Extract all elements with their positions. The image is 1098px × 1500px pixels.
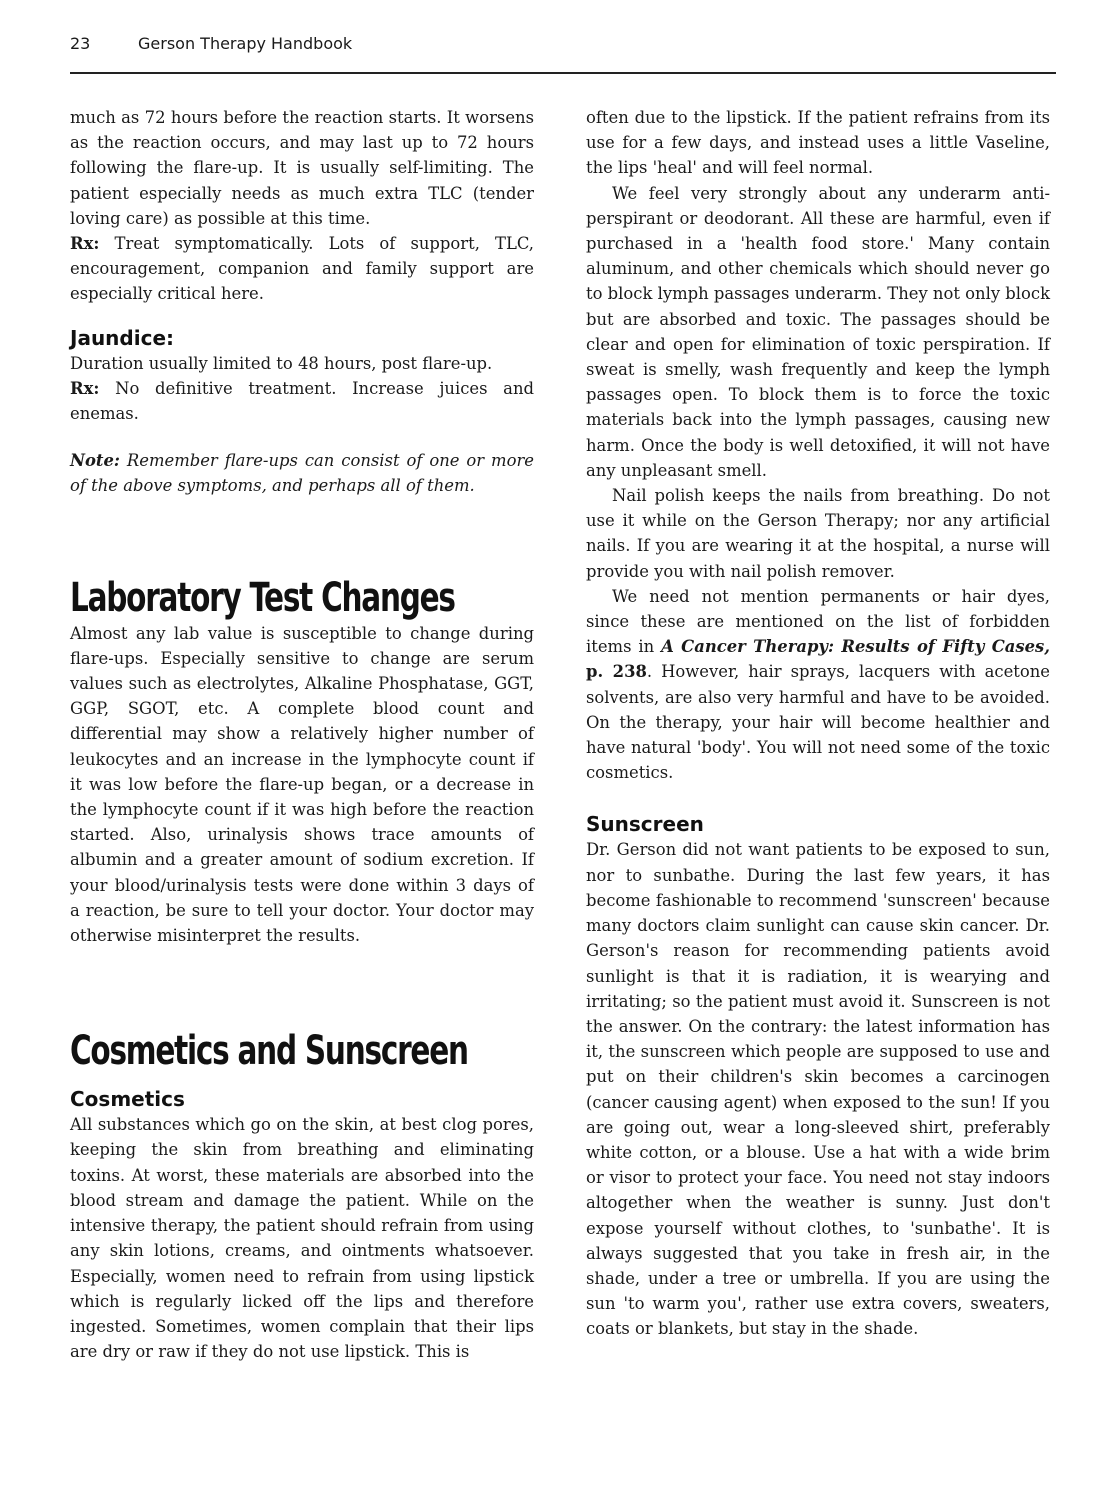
jaundice-heading: Jaundice: — [70, 325, 175, 350]
page-reference: p. 238 — [586, 662, 647, 682]
paragraph — [586, 584, 1050, 786]
paragraph: often due to the lipstick. If the patient refrains from its use for a few days, and instead uses a little Vaseline, the lips 'heal' and will feel normal. — [586, 108, 1050, 178]
note-text: Remember flare-ups can consist of one or more of the above symptoms, and perhaps all of them. — [70, 451, 534, 496]
book-title: A Cancer Therapy: Results of Fifty Cases, — [661, 637, 1050, 657]
paragraph: Nail polish keeps the nails from breathing. Do not use it while on the Gerson Therapy; nor any artificial nails. If you are wearing it at the hospital, a nurse will provide you with nail polish remover. — [586, 486, 1050, 581]
paragraph: Duration usually limited to 48 hours, post flare-up. — [70, 353, 493, 373]
left-column — [70, 105, 534, 1364]
note-paragraph — [70, 448, 534, 498]
text-span: . However, hair sprays, lacquers with acetone solvents, are also very harmful and have to be avoided. On the therapy, your hair will become healthier and have natural 'body'. You will not need some of the toxic cosmetics. — [586, 662, 1050, 783]
page-header — [70, 34, 1056, 74]
paragraph: We feel very strongly about any underarm anti-perspirant or deodorant. All these are harmful, even if purchased in a 'health food store.' Many contain aluminum, and other chemicals which should never go to block lymph passages underarm. They not only block but are absorbed and toxic. The passages should be clear and open for elimination of toxic perspiration. If sweat is smelly, wash frequently and keep the lymph passages open. To block them is to force the toxic materials back into the lymph passages, causing new harm. Once the body is well detoxified, it will not have any unpleasant smell. — [586, 183, 1051, 480]
text-span: We need not mention permanents or hair dyes, since these are mentioned on the list of forbidden items in — [586, 586, 1050, 657]
page-number: 23 — [70, 34, 91, 53]
rx-label: Rx: — [70, 234, 100, 254]
rx-paragraph — [70, 231, 534, 307]
cosmetics-sunscreen-heading: Cosmetics and Sunscreen — [70, 1028, 468, 1075]
cosmetics-subheading: Cosmetics — [70, 1087, 185, 1112]
laboratory-heading: Laboratory Test Changes — [70, 574, 455, 621]
sunscreen-subheading: Sunscreen — [586, 812, 704, 837]
rx-label: Rx: — [70, 378, 100, 398]
rx-text: Treat symptomatically. Lots of support, TLC, encouragement, companion and family support are especially critical here. — [70, 234, 534, 304]
paragraph: Dr. Gerson did not want patients to be exposed to sun, nor to sunbathe. During the last few years, it has become fashionable to recommend 'sunscreen' because many doctors claim sunlight can cause skin cancer. Dr. Gerson's reason for recommending patients avoid sunlight is that it is radiation, it is wearying and irritating; so the patient must avoid it. Sunscreen is not the answer. On the contrary: the latest information has it, the sunscreen which people are supposed to use and put on their children's skin becomes a carcinogen (cancer causing agent) when exposed to the sun! If you are going out, wear a long-sleeved shirt, preferably white cotton, or a blouse. Use a hat with a wide brim or visor to protect your face. You need not stay indoors altogether when the weather is sunny. Just don't expose yourself without clothes, to 'sunbathe'. It is always suggested that you take in fresh air, in the shade, under a tree or umbrella. If you are using the sun 'to warm you', rather use extra covers, sweaters, coats or blankets, but stay in the shade. — [586, 840, 1050, 1339]
note-label: Note: — [70, 451, 120, 471]
paragraph: Almost any lab value is susceptible to change during flare-ups. Especially sensitive to change are serum values such as electrolytes, Alkaline Phosphatase, GGT, GGP, SGOT, etc. A complete blood count and differential may show a relatively higher number of leukocytes and an increase in the lymphocyte count if it was low before the flare-up began, or a decrease in the lymphocyte count if it was high before the reaction started. Also, urinalysis shows trace amounts of albumin and a greater amount of sodium excretion. If your blood/urinalysis tests were done within 3 days of a reaction, be sure to tell your doctor. Your doctor may otherwise misinterpret the results. — [70, 623, 534, 946]
rx-text: No definitive treatment. Increase juices and enemas. — [70, 378, 534, 424]
paragraph: much as 72 hours before the reaction starts. It worsens as the reaction occurs, and may last up to 72 hours following the flare-up. It is usually self-limiting. The patient especially needs as much extra TLC (tender loving care) as possible at this time. — [70, 108, 534, 228]
paragraph: All substances which go on the skin, at best clog pores, keeping the skin from breathing and eliminating toxins. At worst, these materials are absorbed into the blood stream and damage the patient. While on the intensive therapy, the patient should refrain from using any skin lotions, creams, and ointments whatsoever. Especially, women need to refrain from using lipstick which is regularly licked off the lips and therefore ingested. Sometimes, women complain that their lips are dry or raw if they do not use lipstick. This is — [70, 1115, 534, 1362]
running-title: Gerson Therapy Handbook — [138, 34, 353, 53]
right-column — [586, 105, 1050, 1342]
rx-paragraph — [70, 376, 534, 426]
